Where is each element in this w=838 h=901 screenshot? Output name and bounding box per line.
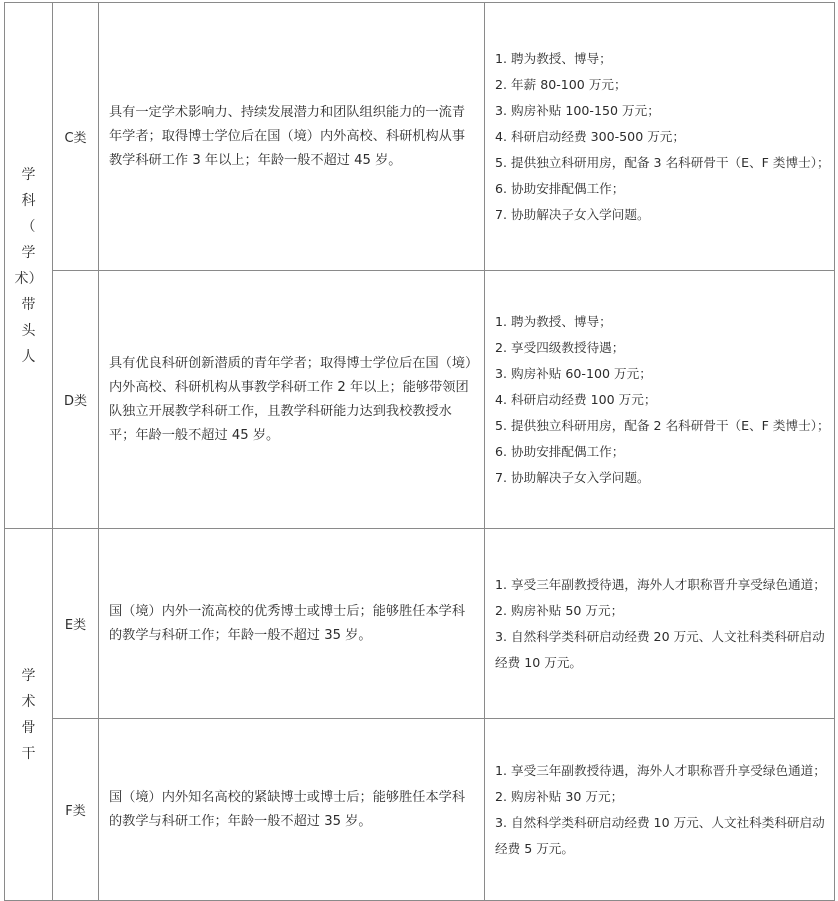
table-row	[5, 719, 835, 901]
group-label-char: 带	[21, 296, 36, 313]
group-label-char: 术	[21, 693, 36, 710]
benefit-item: 2. 享受四级教授待遇；	[495, 339, 625, 355]
benefits-cell	[485, 271, 835, 529]
category-label: C类	[53, 3, 99, 271]
group-label-char: （	[21, 218, 36, 235]
requirement-cell	[99, 719, 485, 901]
benefit-item: 4. 科研启动经费 300-500 万元；	[495, 128, 685, 144]
benefit-item: 5. 提供独立科研用房，配备 3 名科研骨干（E、F 类博士）；	[495, 154, 830, 170]
category-label: F类	[53, 719, 99, 901]
table-row	[5, 271, 835, 529]
benefit-item: 1. 享受三年副教授待遇，海外人才职称晋升享受绿色通道；	[495, 762, 826, 778]
group-label-char: 干	[21, 745, 36, 762]
benefit-item: 7. 协助解决子女入学问题。	[495, 206, 650, 222]
benefit-item: 2. 购房补贴 30 万元；	[495, 788, 624, 804]
group-label-char: 学	[21, 667, 36, 684]
talent-policy-table	[4, 2, 835, 901]
benefit-item: 2. 购房补贴 50 万元；	[495, 602, 624, 618]
group-label-academic-backbone	[5, 529, 53, 901]
requirement-cell	[99, 271, 485, 529]
group-label-char: 头	[21, 322, 36, 339]
benefits-cell	[485, 719, 835, 901]
table-row	[5, 529, 835, 719]
category-label: E类	[53, 529, 99, 719]
benefits-list	[495, 758, 830, 862]
benefits-cell	[485, 529, 835, 719]
benefit-item: 3. 自然科学类科研启动经费 20 万元、人文社科类科研启动经费 10 万元。	[495, 628, 825, 670]
benefit-item: 4. 科研启动经费 100 万元；	[495, 391, 657, 407]
requirement-text: 具有一定学术影响力、持续发展潜力和团队组织能力的一流青年学者；取得博士学位后在国（境）内外高校、科研机构从事教学科研工作 3 年以上；年龄一般不超过 45 岁。	[109, 104, 466, 168]
requirement-cell	[99, 529, 485, 719]
group-label-char: 骨	[21, 719, 36, 736]
benefit-item: 1. 聘为教授、博导；	[495, 50, 612, 66]
group-label-char: 科	[21, 192, 36, 209]
benefit-item: 3. 购房补贴 60-100 万元；	[495, 365, 652, 381]
benefit-item: 2. 年薪 80-100 万元；	[495, 76, 627, 92]
requirement-text: 国（境）内外知名高校的紧缺博士或博士后；能够胜任本学科的教学与科研工作；年龄一般不超过 35 岁。	[109, 789, 466, 829]
requirement-text: 具有优良科研创新潜质的青年学者；取得博士学位后在国（境）内外高校、科研机构从事教学科研工作 2 年以上；能够带领团队独立开展教学科研工作，且教学科研能力达到我校教授水平；年龄一般不超过 45 岁。	[109, 355, 472, 443]
benefit-item: 6. 协助安排配偶工作；	[495, 180, 625, 196]
benefits-list	[495, 309, 830, 491]
requirement-cell	[99, 3, 485, 271]
group-label-char: 人	[21, 348, 36, 365]
requirement-text: 国（境）内外一流高校的优秀博士或博士后；能够胜任本学科的教学与科研工作；年龄一般不超过 35 岁。	[109, 603, 466, 643]
category-label: D类	[53, 271, 99, 529]
benefits-cell	[485, 3, 835, 271]
benefit-item: 7. 协助解决子女入学问题。	[495, 469, 650, 485]
group-label-char: 术）	[14, 270, 43, 287]
benefit-item: 5. 提供独立科研用房，配备 2 名科研骨干（E、F 类博士）；	[495, 417, 830, 433]
benefit-item: 3. 自然科学类科研启动经费 10 万元、人文社科类科研启动经费 5 万元。	[495, 814, 825, 856]
table-row	[5, 3, 835, 271]
benefit-item: 1. 聘为教授、博导；	[495, 313, 612, 329]
benefit-item: 1. 享受三年副教授待遇，海外人才职称晋升享受绿色通道；	[495, 576, 826, 592]
benefits-list	[495, 572, 830, 676]
benefit-item: 3. 购房补贴 100-150 万元；	[495, 102, 660, 118]
group-label-char: 学	[21, 166, 36, 183]
benefits-list	[495, 46, 830, 228]
group-label-char: 学	[21, 244, 36, 261]
group-label-academic-leader	[5, 3, 53, 529]
benefit-item: 6. 协助安排配偶工作；	[495, 443, 625, 459]
